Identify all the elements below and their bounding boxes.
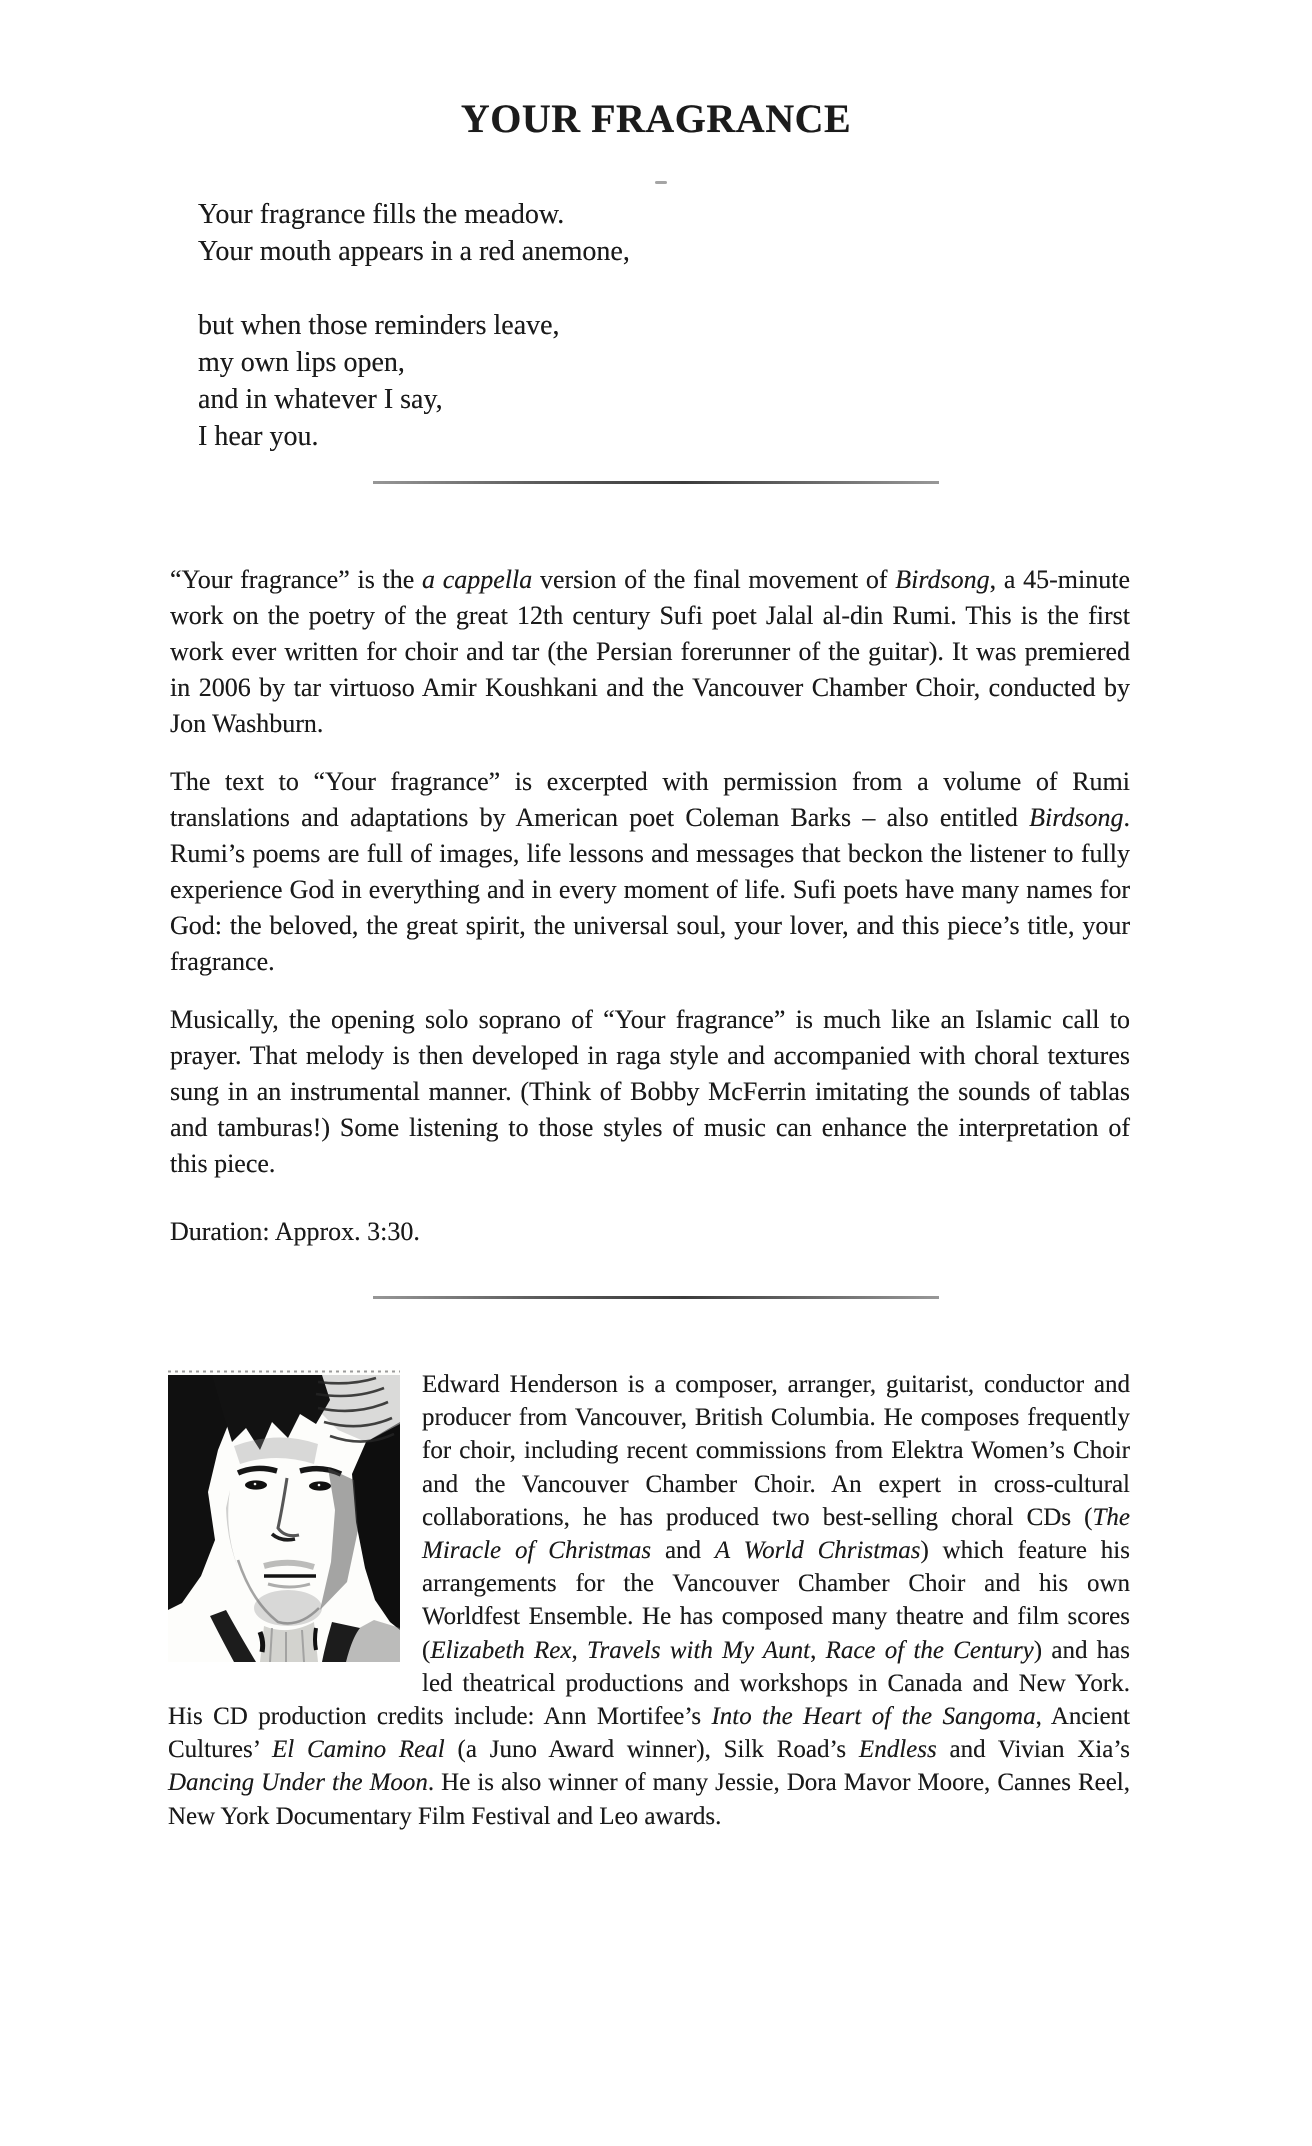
poem-line: I hear you. [198,421,319,452]
bio-text: Edward Henderson is a composer, arranger, guitarist, conductor and producer from Vancouver, British Columbia. He composes frequently for choir, including recent commissions from Elektra Women’s Choir and the Vancouver Chamber Choir. An expert in cross-cultural collaborations, he has produced two best-selling choral CDs (The Miracle of Christmas and A World Christmas) which feature his arrangements for the Vancouver Chamber Choir and his own Worldfest Ensemble. He has composed many theatre and film scores (Elizabeth Rex, Travels with My Aunt, Race of the Century) and has led theatrical productions and workshops in Canada and New York. His CD production credits include: Ann Mortifee’s Into the Heart of the Sangoma, Ancient Cultures’ El Camino Real (a Juno Award winner), Silk Road’s Endless and Vivian Xia’s Dancing Under the Moon. He is also winner of many Jessie, Dora Mavor Moore, Cannes Reel, New York Documentary Film Festival and Leo awards. [168,1371,1131,1830]
poem-line: Your fragrance fills the meadow. [198,199,565,230]
program-note-page [0,98,1312,2146]
program-note-paragraph-3: Musically, the opening solo soprano of “Your fragrance” is much like an Islamic call to prayer. That melody is then developed in raga style and accompanied with choral textures sung in an instrumental manner. (Think of Bobby McFerrin imitating the sounds of tablas and tamburas!) Some listening to those styles of music can enhance the interpretation of this piece. [170,1005,1130,1178]
poem-line: Your mouth appears in a red anemone, [198,236,630,267]
poem-stanza [198,307,1312,455]
composer-portrait-photo [168,1370,400,1662]
duration-line: Duration: Approx. 3:30. [170,1217,420,1246]
portrait-illustration [168,1370,400,1662]
section-divider [373,1296,939,1299]
poem-line: my own lips open, [198,347,405,378]
program-note-paragraph-2: The text to “Your fragrance” is excerpted with permission from a volume of Rumi translations and adaptations by American poet Coleman Barks – also entitled Birdsong. Rumi’s poems are full of images, life lessons and messages that beckon the listener to fully experience God in everything and in every moment of life. Sufi poets have many names for God: the beloved, the great spirit, the universal soul, your lover, and this piece’s title, your fragrance. [170,767,1130,976]
poem-line: but when those reminders leave, [198,310,560,341]
poem [198,196,1312,455]
program-note [170,562,1130,1250]
poem-line: and in whatever I say, [198,384,443,415]
composer-bio [168,1368,1130,1833]
page-title: YOUR FRAGRANCE [460,96,852,141]
program-note-paragraph-1: “Your fragrance” is the a cappella version of the final movement of Birdsong, a 45-minute work on the poetry of the great 12th century Sufi poet Jalal al-din Rumi. This is the first work ever written for choir and tar (the Persian forerunner of the guitar). It was premiered in 2006 by tar virtuoso Amir Koushkani and the Vancouver Chamber Choir, conducted by Jon Washburn. [170,565,1131,738]
poem-stanza [198,196,1312,270]
section-divider [373,481,939,484]
scan-artifact [655,181,667,184]
